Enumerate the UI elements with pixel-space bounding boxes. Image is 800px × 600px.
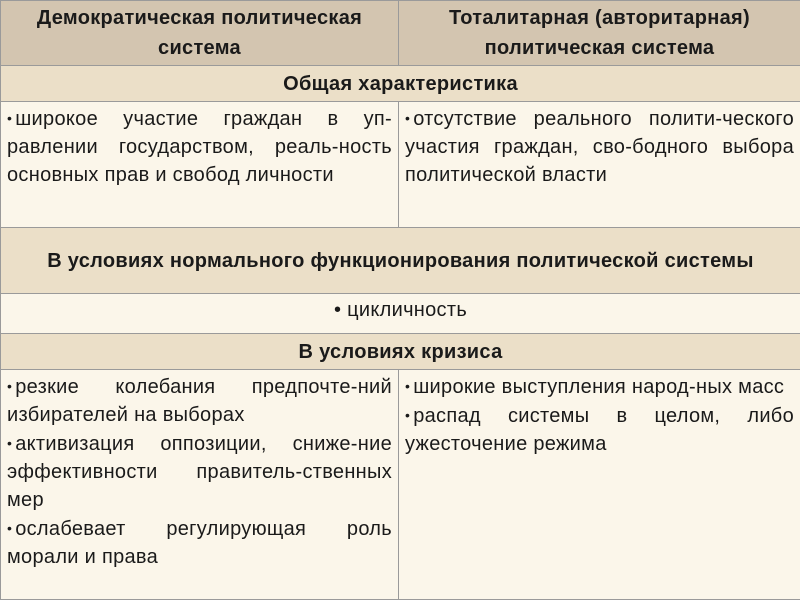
list-item: • широкое участие граждан в уп-равлении государством, реаль-ность основных прав и свобод личности	[7, 108, 392, 186]
normal-content-cell	[1, 294, 800, 334]
list-item: • цикличность	[333, 299, 468, 321]
list-item: • активизация оппозиции, сниже-ние эффективности правитель-ственных мер	[7, 433, 392, 511]
header-democratic: Демократическая политическая система	[1, 1, 399, 66]
bullet-icon: •	[7, 520, 13, 536]
list-item: • отсутствие реального полити-ческого участия граждан, сво-бодного выбора политической власти	[405, 108, 794, 186]
crisis-content-row	[1, 370, 800, 600]
bullet-icon: •	[333, 299, 342, 321]
crisis-totalitarian-cell	[399, 370, 800, 600]
header-row	[1, 1, 800, 66]
header-totalitarian: Тоталитарная (авторитарная) политическая система	[399, 1, 800, 66]
bullet-icon: •	[7, 110, 13, 126]
section-title-crisis: В условиях кризиса	[1, 334, 800, 370]
bullet-icon: •	[405, 407, 411, 423]
bullet-icon: •	[405, 378, 411, 394]
general-totalitarian-cell	[399, 102, 800, 228]
crisis-democratic-cell	[1, 370, 399, 600]
section-normal-row	[1, 228, 800, 294]
bullet-icon: •	[7, 435, 13, 451]
section-title-normal: В условиях нормального функционирования политической системы	[1, 228, 800, 294]
bullet-icon: •	[7, 378, 13, 394]
list-item: • ослабевает регулирующая роль морали и права	[7, 518, 392, 568]
list-item: • распад системы в целом, либо ужесточение режима	[405, 405, 794, 455]
list-item: • резкие колебания предпочте-ний избирателей на выборах	[7, 376, 392, 426]
general-democratic-cell	[1, 102, 399, 228]
list-item: • широкие выступления народ-ных масс	[405, 376, 785, 398]
general-content-row	[1, 102, 800, 228]
bullet-icon: •	[405, 110, 411, 126]
section-general-row	[1, 66, 800, 102]
section-crisis-row	[1, 334, 800, 370]
normal-content-row	[1, 294, 800, 334]
section-title-general: Общая характеристика	[1, 66, 800, 102]
